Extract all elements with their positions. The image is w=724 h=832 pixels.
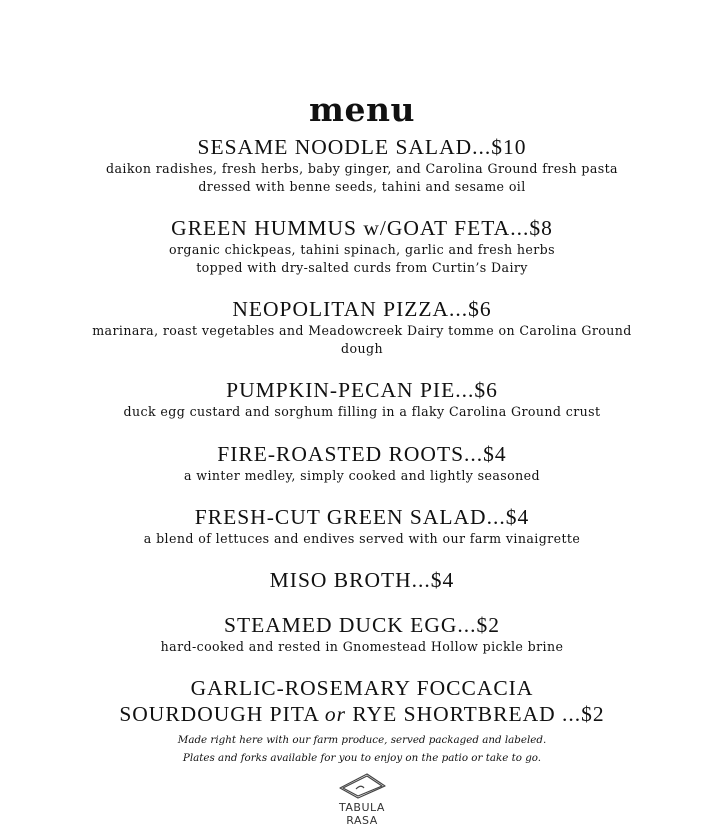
menu-item-or: or	[324, 702, 347, 726]
menu-item-name-part: SOURDOUGH PITA	[119, 702, 325, 726]
menu-item-name: FIRE-ROASTED ROOTS...$4	[217, 442, 507, 466]
menu-item-description: a blend of lettuces and endives served with our farm vinaigrette	[143, 531, 581, 546]
menu-item	[40, 612, 684, 656]
logo-text-line: RASA	[346, 814, 378, 827]
menu-title: menu	[309, 90, 415, 129]
menu-item-name: GREEN HUMMUS w/GOAT FETA...$8	[171, 216, 553, 240]
menu-item-description: organic chickpeas, tahini spinach, garlic and fresh herbs	[169, 242, 555, 257]
menu-item-name: SESAME NOODLE SALAD...$10	[197, 135, 527, 159]
menu-item-description: dough	[341, 341, 383, 356]
menu-item-name: PUMPKIN-PECAN PIE...$6	[226, 378, 498, 402]
footnote-line: Plates and forks available for you to enjoy on the patio or take to go.	[182, 752, 542, 764]
menu-item-name-line2	[40, 701, 684, 727]
menu-item-description: duck egg custard and sorghum filling in a flaky Carolina Ground crust	[123, 404, 601, 419]
menu-item	[40, 215, 684, 277]
menu-item-description: daikon radishes, fresh herbs, baby ginger, and Carolina Ground fresh pasta	[106, 161, 618, 176]
logo-text-line: TABULA	[339, 801, 385, 814]
menu-item-name: NEOPOLITAN PIZZA...$6	[232, 297, 492, 321]
menu-item	[40, 567, 684, 593]
menu-item	[40, 675, 684, 727]
menu-item-description: hard-cooked and rested in Gnomestead Hollow pickle brine	[160, 639, 564, 654]
menu-item	[40, 134, 684, 196]
menu-item-description: a winter medley, simply cooked and lightly seasoned	[184, 468, 540, 483]
menu-footnote	[0, 731, 724, 767]
menu-item	[40, 296, 684, 358]
menu-item-name-part: RYE SHORTBREAD ...$2	[346, 702, 605, 726]
menu-item-name: MISO BROTH...$4	[269, 568, 455, 592]
menu-item-name: GARLIC-ROSEMARY FOCCACIA	[190, 676, 534, 700]
menu-item-name: STEAMED DUCK EGG...$2	[223, 613, 500, 637]
tabula-rasa-logo	[331, 770, 393, 830]
footnote-line: Made right here with our farm produce, served packaged and labeled.	[177, 734, 547, 746]
slate-icon	[331, 770, 393, 800]
menu-item	[40, 504, 684, 548]
menu-item	[40, 377, 684, 421]
menu-item-name: FRESH-CUT GREEN SALAD...$4	[194, 505, 530, 529]
menu-item	[40, 441, 684, 485]
menu-item-description: topped with dry-salted curds from Curtin’s Dairy	[196, 260, 528, 275]
menu-item-description: dressed with benne seeds, tahini and sesame oil	[198, 179, 526, 194]
menu-item-description: marinara, roast vegetables and Meadowcreek Dairy tomme on Carolina Ground	[92, 323, 632, 338]
